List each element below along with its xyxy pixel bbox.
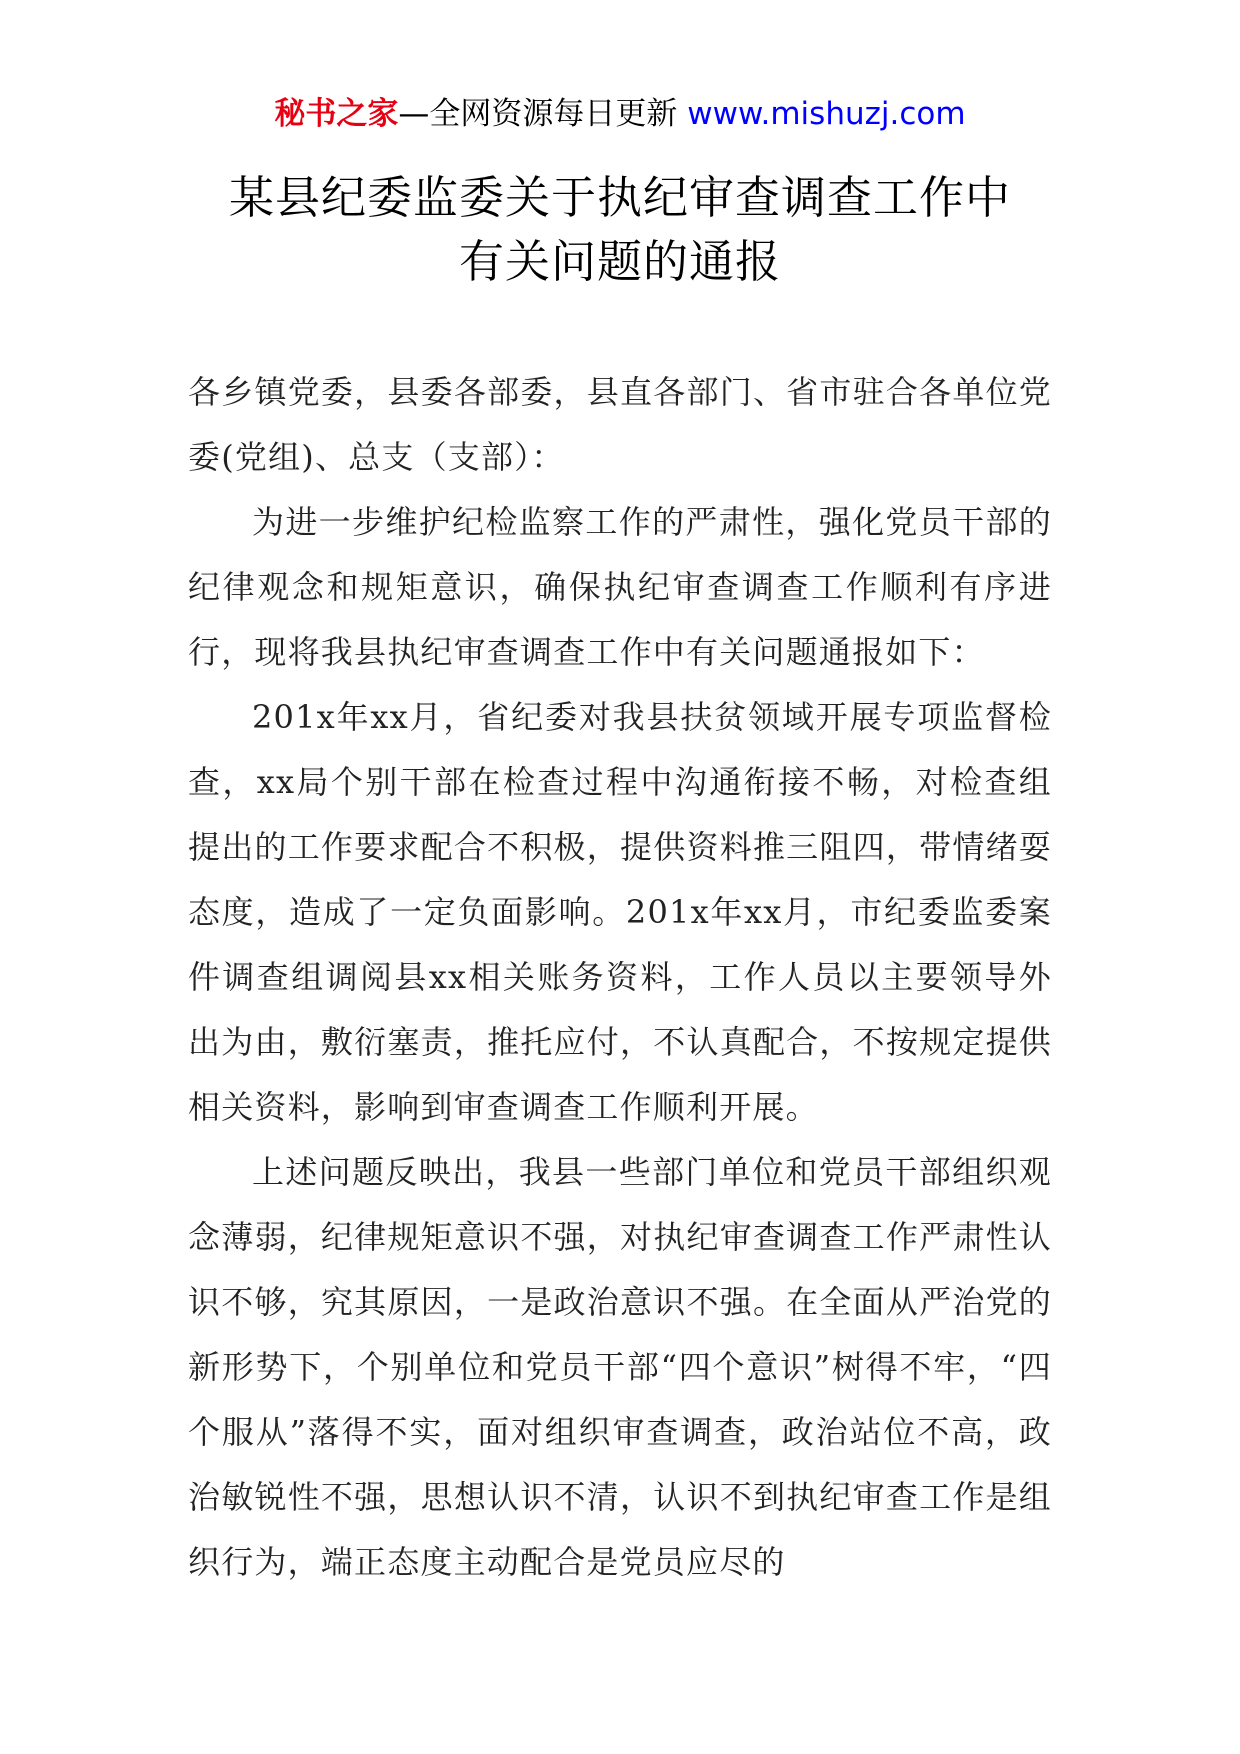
document-body bbox=[188, 360, 1052, 1595]
salutation: 各乡镇党委，县委各部委，县直各部门、省市驻合各单位党委(党组)、总支（支部）： bbox=[188, 373, 1052, 476]
document-title-line-1: 某县纪委监委关于执纪审查调查工作中 bbox=[228, 171, 1011, 224]
body-paragraph-2: 201x年xx月，省纪委对我县扶贫领域开展专项监督检查，xx局个别干部在检查过程中沟通衔接不畅，对检查组提出的工作要求配合不积极，提供资料推三阻四，带情绪耍态度，造成了一定负面影响。201x年xx月，市纪委监委案件调查组调阅县xx相关账务资料，工作人员以主要领导外出为由，敷衍塞责，推托应付，不认真配合，不按规定提供相关资料，影响到审查调查工作顺利开展。 bbox=[188, 698, 1052, 1126]
header-site-link[interactable]: www.mishuzj.com bbox=[687, 96, 966, 132]
header-brand: 秘书之家 bbox=[274, 96, 399, 132]
document-title bbox=[0, 166, 1240, 294]
document-title-line-2: 有关问题的通报 bbox=[458, 235, 781, 288]
body-paragraph-1: 为进一步维护纪检监察工作的严肃性，强化党员干部的纪律观念和规矩意识，确保执纪审查调查工作顺利有序进行，现将我县执纪审查调查工作中有关问题通报如下： bbox=[188, 503, 1052, 671]
body-paragraph-3: 上述问题反映出，我县一些部门单位和党员干部组织观念薄弱，纪律规矩意识不强，对执纪审查调查工作严肃性认识不够，究其原因，一是政治意识不强。在全面从严治党的新形势下，个别单位和党员干部“四个意识”树得不牢，“四个服从”落得不实，面对组织审查调查，政治站位不高，政治敏锐性不强，思想认识不清，认识不到执纪审查工作是组织行为，端正态度主动配合是党员应尽的 bbox=[188, 1153, 1052, 1581]
page-header bbox=[0, 92, 1240, 136]
header-slogan: —全网资源每日更新 bbox=[398, 96, 688, 132]
